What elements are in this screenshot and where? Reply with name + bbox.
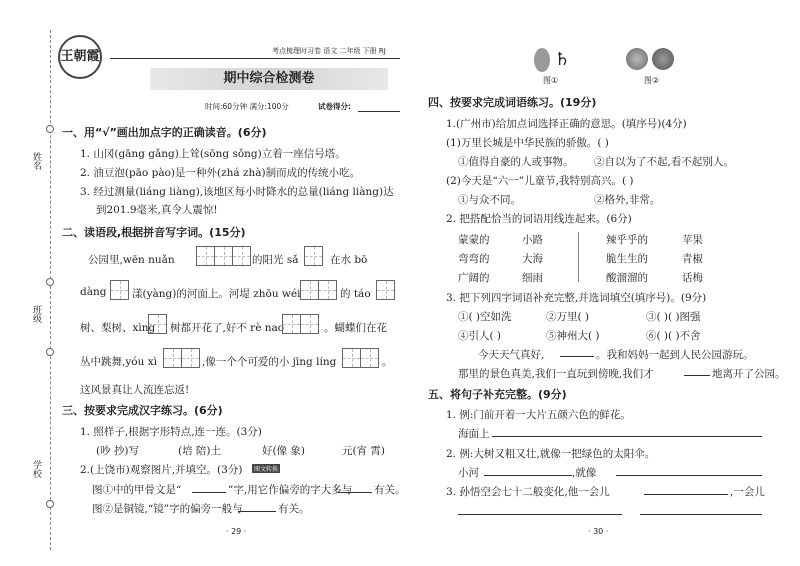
mirror-front-image [626, 48, 648, 70]
q4-1-2: (2)今天是“六一”儿童节,我特别高兴。( ) [446, 175, 634, 187]
page-number-left: · 29 · [226, 527, 247, 536]
oracle-icon: ♄ [554, 49, 571, 70]
passage-1b: 。我和妈妈一起到人民公园游玩。 [596, 349, 754, 361]
s2-r3c: 。蝴蝶们在花 [324, 322, 387, 334]
q4-1-1b: ②自以为了不起,看不起别人。 [594, 156, 734, 168]
opt-3: 好(像 象) [262, 445, 306, 457]
s2-r2c: 的 táo [340, 288, 371, 300]
s2-r1b: 的阳光 sǎ [252, 254, 299, 266]
q4-1-1a: ①值得自豪的人或事物。 [458, 156, 574, 168]
section-4-title: 四、按要求完成词语练习。(19分) [428, 96, 597, 109]
q3-2a-2: ”字,用它作偏旁的字大多与 [228, 484, 353, 496]
s2-r4a: 丛中跳舞,yóu xì [80, 356, 157, 368]
q1-3-cont: 到201.9毫米,真令人震惊! [96, 204, 218, 216]
match-right-5: 青椒 [682, 253, 703, 265]
s2-r1a: 公园里,wēn nuǎn [88, 254, 175, 266]
section-1-title: 一、用“√”画出加点字的正确读音。(6分) [62, 126, 267, 139]
series-label: 考点梳理时习卷 语文 二年级 下册 RJ [272, 47, 386, 55]
q3-2b-2: 有关。 [278, 503, 310, 515]
s2-r2b: 漾(yàng)的河面上。河堤 zhōu wéi [132, 288, 301, 300]
idiom-1: ①( )空如洗 [458, 311, 512, 323]
idiom-4: ④引人( ) [458, 330, 502, 342]
section-3-title: 三、按要求完成汉字练习。(6分) [62, 404, 223, 417]
s2-r4b: ,像一个个可爱的小 jīng líng [202, 356, 337, 368]
opt-2: (培 陪)土 [178, 445, 222, 457]
match-right-1: 小路 [522, 234, 543, 246]
q4-1-2b: ②格外,非常。 [594, 194, 661, 206]
match-left-2: 弯弯的 [458, 253, 490, 265]
name-label: 姓名 [31, 152, 41, 170]
section-5-title: 五、将句子补充完整。(9分) [428, 388, 567, 401]
match-right-6: 话梅 [682, 272, 703, 284]
match-left-1: 蒙蒙的 [458, 234, 490, 246]
match-left-6: 酸溜溜的 [606, 272, 648, 284]
match-left-4: 辣乎乎的 [606, 234, 648, 246]
school-label: 学校 [31, 460, 41, 478]
class-label: 班级 [31, 305, 41, 323]
idiom-2: ②万里( ) [546, 311, 590, 323]
q3-2b-1: 图②是铜镜,“镜”字的偏旁一般与 [92, 503, 243, 515]
q3-1: 1. 照样子,根据字形特点,连一连。(3分) [80, 426, 262, 438]
q5-2: 2. 例:大树又粗又壮,就像一把绿色的太阳伞。 [446, 448, 656, 460]
q4-1: 1.(广州市)给加点词选择正确的意思。(填序号)(4分) [446, 118, 687, 130]
q1-2: 2. 油豆泡(pāo pào)是一种外(zhá zhà)制而成的传统小吃。 [80, 167, 361, 179]
s2-r1c: 在水 bō [330, 254, 368, 266]
q5-3-a: 3. 孙悟空会七十二般变化,他一会儿 [446, 486, 610, 498]
idiom-3: ③( )( )图强 [646, 311, 701, 323]
q3-2a-3: 有关。 [374, 484, 406, 496]
q5-2-a: 小河 [458, 467, 479, 479]
opt-4: 元(宵 霄) [342, 445, 386, 457]
q5-1-ans: 海面上 [458, 428, 490, 440]
s2-r2a: dàng [80, 286, 107, 298]
passage-2b: 地离开了公园。 [712, 368, 786, 380]
test-meta: 时间:60分钟 满分:100分 [205, 102, 289, 111]
match-left-3: 广阔的 [458, 272, 490, 284]
page-title: 期中综合检测卷 [150, 68, 388, 90]
logo: 王朝霞 [58, 35, 102, 79]
opt-1: (吵 抄)写 [96, 445, 140, 457]
section-2-title: 二、读语段,根据拼音写字词。(15分) [62, 226, 246, 239]
q1-3: 3. 经过测量(liáng liàng),该地区每小时降水的总量(liáng liàng)达 [80, 186, 394, 198]
q1-1: 1. 山冈(gāng gǎng)上耸(sōng sǒng)立着一座信号塔。 [80, 148, 346, 160]
page-number-right: · 30 · [588, 527, 609, 536]
q5-3-b: ,一会儿 [730, 486, 765, 498]
q4-2: 2. 把搭配恰当的词语用线连起来。(6分) [446, 213, 632, 225]
q3-2: 2.(上饶市)观察图片,并填空。(3分) [80, 464, 243, 476]
tag-badge: 图文转换 [254, 466, 279, 473]
s2-r3b: 树都开花了,好不 rè nao [170, 322, 285, 334]
figure-1-label: 图① [543, 76, 559, 85]
q4-3: 3. 把下列四字词语补充完整,并选词填空(填序号)。(9分) [446, 292, 707, 304]
q3-2a-1: 图①中的甲骨文是“ [92, 484, 182, 496]
q5-2-b: ,就像 [572, 467, 597, 479]
s2-r3a: 树、梨树、xìng [80, 322, 156, 334]
idiom-5: ⑤神州大( ) [546, 330, 600, 342]
mirror-back-image [652, 48, 674, 70]
passage-2a: 那里的景色真美,我们一直玩到傍晚,我们才 [458, 368, 654, 380]
match-right-2: 大海 [522, 253, 543, 265]
passage-1a: 今天天气真好, [478, 349, 545, 361]
idiom-6: ⑥( )( )不舍 [646, 330, 701, 342]
q4-1-1: (1)万里长城是中华民族的骄傲。( ) [446, 137, 609, 149]
q4-1-2a: ①与众不同。 [458, 194, 521, 206]
s2-r5: 这风景真让人流连忘返! [80, 384, 190, 396]
match-right-3: 细雨 [522, 272, 543, 284]
q5-1: 1. 例:门前开着一大片五颜六色的鲜花。 [446, 409, 631, 421]
figure-2-label: 图② [644, 76, 660, 85]
score-label: 试卷得分: [318, 102, 351, 111]
bone-image [534, 48, 550, 72]
match-right-4: 苹果 [682, 234, 703, 246]
s2-r4c: 。 [382, 356, 393, 368]
match-left-5: 脆生生的 [606, 253, 648, 265]
